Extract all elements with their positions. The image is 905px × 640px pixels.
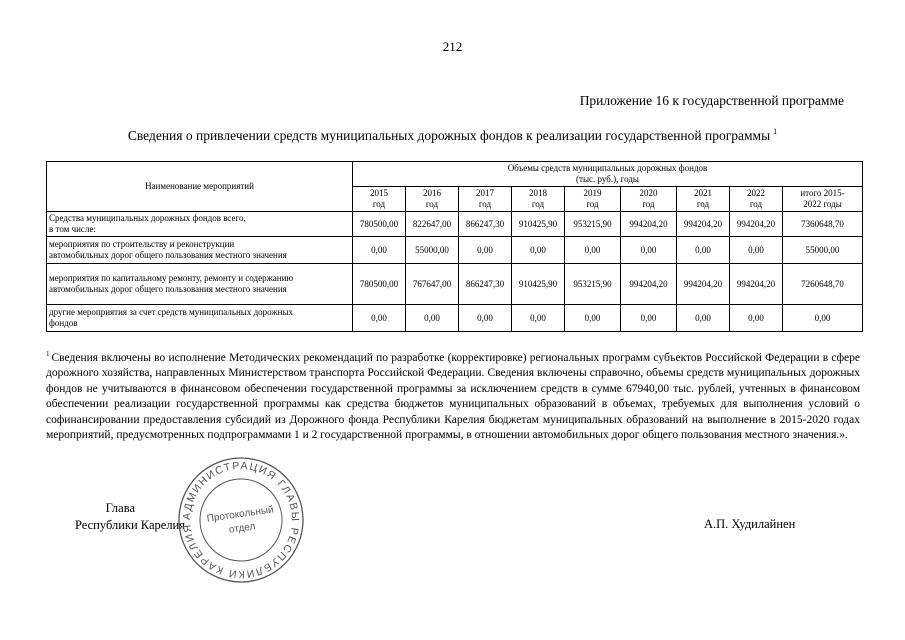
value-cell: 0,00 (353, 237, 406, 264)
value-cell: 0,00 (730, 305, 783, 332)
value-cell: 0,00 (459, 305, 512, 332)
table-row (47, 212, 863, 237)
header-funds-group (353, 162, 863, 187)
footnote (46, 347, 860, 443)
header-year-cell (406, 187, 459, 212)
header-funds-line1: Объемы средств муниципальных дорожных фондов (507, 163, 708, 173)
table-row (47, 305, 863, 332)
value-cell: 953215,90 (565, 212, 621, 237)
funds-table (46, 161, 863, 332)
header-year-unit: год (749, 199, 763, 209)
value-cell: 0,00 (512, 237, 565, 264)
header-year-unit: год (425, 199, 439, 209)
value-cell: 0,00 (459, 237, 512, 264)
value-cell: 953215,90 (565, 264, 621, 305)
header-year-unit: год (696, 199, 710, 209)
value-cell: 780500,00 (353, 264, 406, 305)
value-cell: 780500,00 (353, 212, 406, 237)
row-label-line: автомобильных дорог общего пользования местного значения (49, 250, 287, 260)
header-year-unit: год (642, 199, 655, 209)
value-cell: 994204,20 (677, 212, 730, 237)
value-cell: 910425,90 (512, 212, 565, 237)
header-year-cell (459, 187, 512, 212)
header-year-unit: год (531, 199, 545, 209)
signature-position (60, 500, 185, 534)
header-year-label: 2020 (639, 188, 658, 198)
document-title-text: Сведения о привлечении средств муниципальных дорожных фондов к реализации государственной программы (127, 128, 771, 143)
value-cell: 0,00 (565, 305, 621, 332)
title-footnote-ref: 1 (773, 127, 778, 136)
header-year-unit: год (372, 199, 386, 209)
row-label-line: другие мероприятия за счет средств муниципальных дорожных (49, 307, 294, 317)
header-year-label: 2017 (476, 188, 494, 198)
value-cell: 994204,20 (621, 264, 677, 305)
page-number: 212 (442, 39, 463, 54)
value-cell: 0,00 (783, 305, 863, 332)
value-cell: 7360648,70 (783, 212, 863, 237)
stamp-outer-text: АДМИНИСТРАЦИЯ ГЛАВЫ РЕСПУБЛИКИ КАРЕЛИЯ (180, 459, 302, 581)
row-label (47, 264, 353, 305)
row-label-line: мероприятия по строительству и реконструкции (49, 239, 235, 249)
header-year-cell (621, 187, 677, 212)
value-cell: 866247,30 (459, 264, 512, 305)
table-body (47, 212, 863, 332)
value-cell: 994204,20 (730, 212, 783, 237)
footnote-text: Сведения включены во исполнение Методических рекомендаций по разработке (корректировке) региональных программ субъектов Российской Федерации в сфере дорожного хозяйства, направленных Министерством транспорта Российской Федерации. Сведения включены справочно, объемы средств муниципальных дорожных фондов не учитываются в финансовом обеспечении государственной программы за исключением средств в сумме 67940,00 тыс. рублей, учтенных в финансовом обеспечении реализации государственной программы как средства бюджетов муниципальных образований в объемах, требуемых для выполнения условий о софинансировании предоставления субсидий из Дорожного фонда Республики Карелия бюджетам муниципальных образований на выполнение в 2015-2020 годах мероприятий, предусмотренных подпрограммами 1 и 2 государственной программы, в отношении автомобильных дорог общего пользования местного значения.». (46, 352, 860, 442)
footnote-ref: 1 (46, 350, 50, 358)
header-activity-name: Наименование мероприятий (47, 162, 353, 212)
value-cell: 0,00 (353, 305, 406, 332)
row-label-line: Средства муниципальных дорожных фондов всего, (49, 213, 246, 223)
value-cell: 0,00 (565, 237, 621, 264)
row-label-line: автомобильных дорог общего пользования местного значения (49, 284, 287, 294)
value-cell: 822647,00 (406, 212, 459, 237)
stamp-inner-line2: отдел (228, 521, 257, 536)
header-year-unit: 2022 годы (803, 199, 842, 209)
header-year-cell (730, 187, 783, 212)
header-year-label: 2021 (694, 188, 712, 198)
official-stamp (176, 455, 306, 585)
header-year-cell (565, 187, 621, 212)
value-cell: 7260648,70 (783, 264, 863, 305)
row-label-line: мероприятия по капитальному ремонту, ремонту и содержанию (49, 273, 294, 283)
table-row (47, 237, 863, 264)
value-cell: 0,00 (406, 305, 459, 332)
value-cell: 994204,20 (677, 264, 730, 305)
row-label (47, 305, 353, 332)
document-title (0, 127, 905, 144)
header-year-label: 2022 (747, 188, 765, 198)
value-cell: 0,00 (621, 305, 677, 332)
header-year-label: 2016 (423, 188, 441, 198)
value-cell: 0,00 (730, 237, 783, 264)
value-cell: 910425,90 (512, 264, 565, 305)
value-cell: 866247,30 (459, 212, 512, 237)
header-funds-line2: (тыс. руб.), годы (576, 174, 639, 184)
value-cell: 0,00 (677, 237, 730, 264)
value-cell: 55000,00 (406, 237, 459, 264)
signature-position-line1: Глава (105, 501, 135, 515)
header-year-cell (783, 187, 863, 212)
header-year-label: 2015 (370, 188, 388, 198)
row-label (47, 212, 353, 237)
appendix-label: Приложение 16 к государственной программе (579, 93, 844, 108)
value-cell: 994204,20 (621, 212, 677, 237)
value-cell: 994204,20 (730, 264, 783, 305)
header-year-label: 2019 (583, 188, 602, 198)
signature-name: А.П. Худилайнен (704, 517, 796, 531)
row-label-line: в том числе: (49, 224, 96, 234)
value-cell: 55000,00 (783, 237, 863, 264)
stamp-inner-line1: Протокольный (206, 504, 275, 525)
header-year-label: итого 2015- (800, 188, 845, 198)
header-year-cell (512, 187, 565, 212)
header-year-unit: год (586, 199, 599, 209)
table-row (47, 264, 863, 305)
row-label-line: фондов (49, 318, 78, 328)
value-cell: 767647,00 (406, 264, 459, 305)
header-year-unit: год (478, 199, 492, 209)
header-year-label: 2018 (529, 188, 547, 198)
signature-position-line2: Республики Карелия (74, 518, 185, 532)
row-label (47, 237, 353, 264)
header-year-cell (677, 187, 730, 212)
value-cell: 0,00 (677, 305, 730, 332)
header-year-cell (353, 187, 406, 212)
value-cell: 0,00 (512, 305, 565, 332)
value-cell: 0,00 (621, 237, 677, 264)
